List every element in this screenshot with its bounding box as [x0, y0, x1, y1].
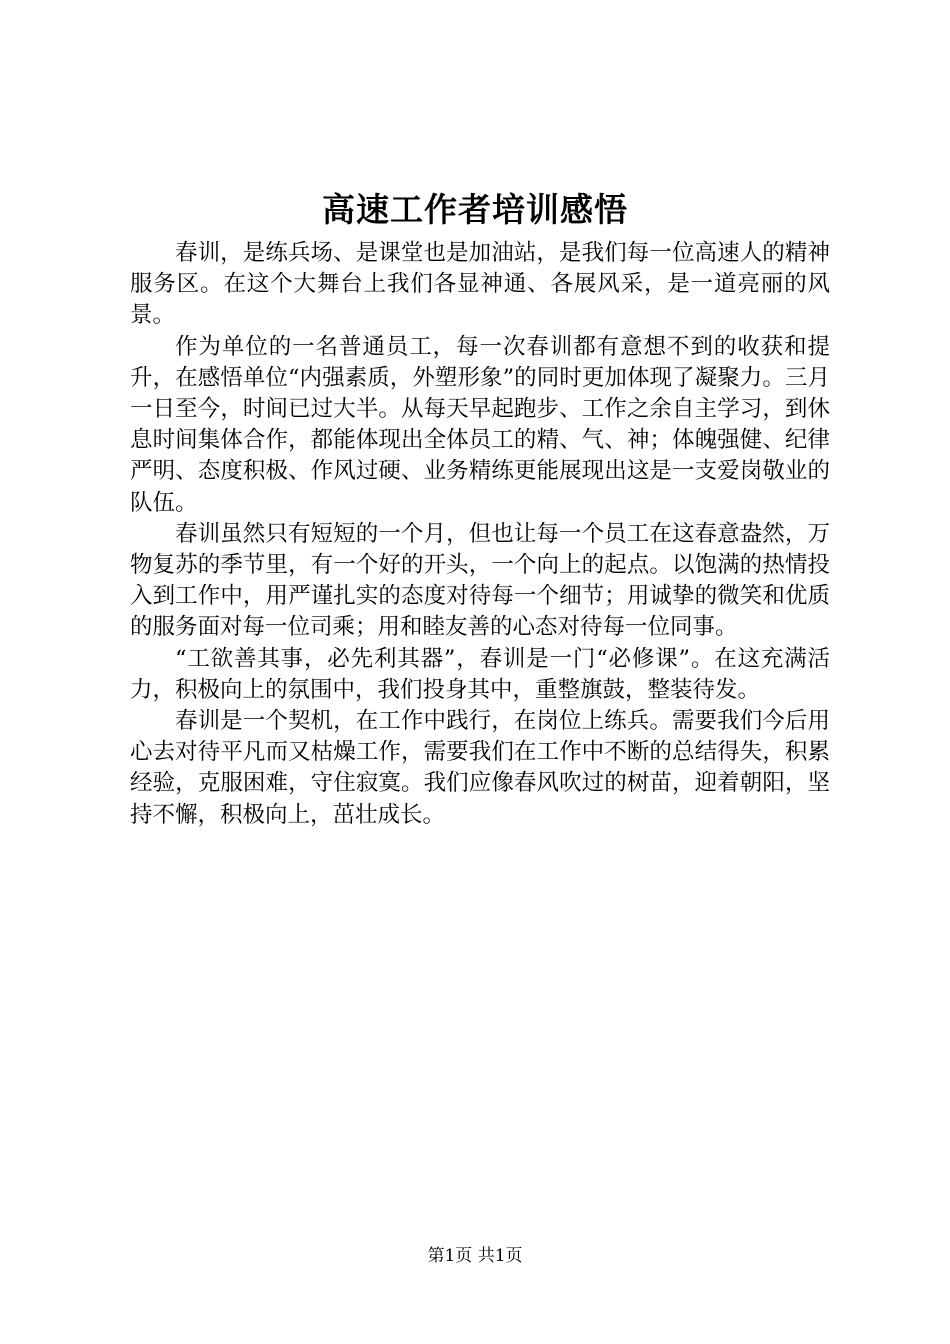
paragraph-4: “工欲善其事，必先利其器”，春训是一门“必修课”。在这充满活力，积极向上的氛围中，我们投身其中，重整旗鼓，整装待发。 [130, 645, 830, 703]
page-footer: 第1页 共1页 [427, 1246, 523, 1266]
paragraph-3: 春训虽然只有短短的一个月，但也让每一个员工在这春意盎然，万物复苏的季节里，有一个好的开头，一个向上的起点。以饱满的热情投入到工作中，用严谨扎实的态度对待每一个细节；用诚挚的微笑和优质的服务面对每一位司乘；用和睦友善的心态对待每一位同事。 [130, 520, 830, 641]
document-body [130, 238, 830, 831]
paragraph-2: 作为单位的一名普通员工，每一次春训都有意想不到的收获和提升，在感悟单位“内强素质，外塑形象”的同时更加体现了凝聚力。三月一日至今，时间已过大半。从每天早起跑步、工作之余自主学习，到休息时间集体合作，都能体现出全体员工的精、气、神；体魄强健、纪律严明、态度积极、作风过硬、业务精练更能展现出这是一支爱岗敬业的队伍。 [130, 333, 830, 516]
paragraph-5: 春训是一个契机，在工作中践行，在岗位上练兵。需要我们今后用心去对待平凡而又枯燥工作，需要我们在工作中不断的总结得失，积累经验，克服困难，守住寂寞。我们应像春风吹过的树苗，迎着朝阳，坚持不懈，积极向上，茁壮成长。 [130, 708, 830, 828]
document-title: 高速工作者培训感悟 [322, 190, 628, 229]
paragraph-1: 春训，是练兵场、是课堂也是加油站，是我们每一位高速人的精神服务区。在这个大舞台上我们各显神通、各展风采，是一道亮丽的风景。 [130, 240, 830, 329]
